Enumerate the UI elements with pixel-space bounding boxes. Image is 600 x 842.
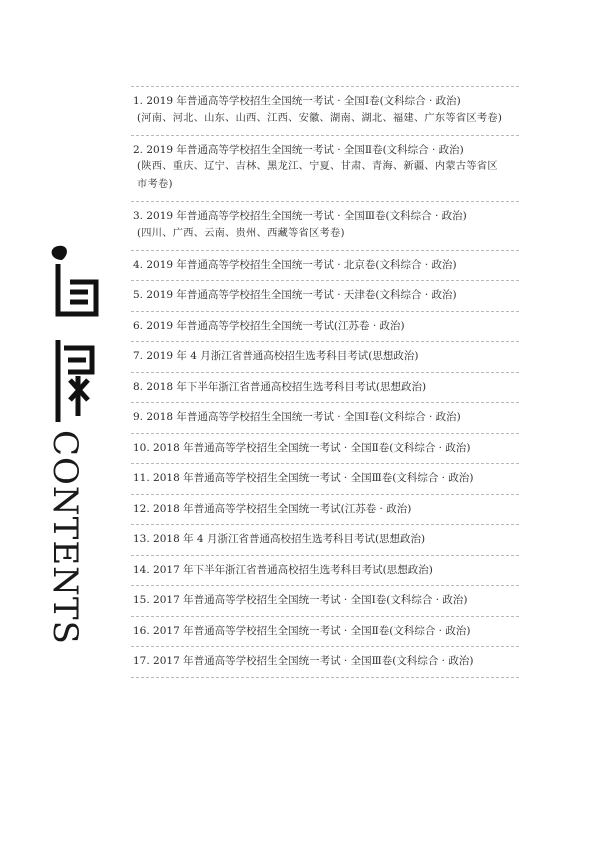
toc-entry-title: 11. 2018 年普通高等学校招生全国统一考试 · 全国Ⅲ卷(文科综合 · 政治): [133, 472, 474, 484]
toc-entry[interactable]: [131, 555, 519, 586]
toc-entry-title: 4. 2019 年普通高等学校招生全国统一考试 · 北京卷(文科综合 · 政治): [133, 258, 457, 271]
mu-character-graphic: [52, 246, 96, 314]
toc-entry[interactable]: [131, 86, 519, 135]
toc-entry[interactable]: [131, 585, 519, 616]
toc-entry[interactable]: [131, 524, 519, 555]
toc-entry[interactable]: [131, 280, 519, 311]
toc-entry[interactable]: [131, 311, 519, 342]
toc-entry[interactable]: [131, 201, 519, 250]
toc-entry[interactable]: [131, 402, 519, 433]
toc-entry-subtitle: (陕西、重庆、辽宁、吉林、黑龙江、宁夏、甘肃、青海、新疆、内蒙古等省区: [137, 161, 498, 172]
contents-english-label: CONTENTS: [45, 430, 85, 645]
toc-entry[interactable]: [131, 341, 519, 372]
toc-entry[interactable]: [131, 433, 519, 464]
toc-entry-title: 17. 2017 年普通高等学校招生全国统一考试 · 全国Ⅲ卷(文科综合 · 政治): [133, 655, 474, 667]
toc-entry-title: 3. 2019 年普通高等学校招生全国统一考试 · 全国Ⅲ卷(文科综合 · 政治): [133, 210, 467, 222]
toc-entry-title: 16. 2017 年普通高等学校招生全国统一考试 · 全国Ⅱ卷(文科综合 · 政治): [133, 624, 471, 637]
table-of-contents: [131, 86, 519, 678]
toc-entry[interactable]: [131, 135, 519, 202]
toc-entry[interactable]: [131, 616, 519, 647]
toc-entry-title: 10. 2018 年普通高等学校招生全国统一考试 · 全国Ⅱ卷(文科综合 · 政治): [133, 441, 471, 454]
toc-entry-subtitle: (四川、广西、云南、贵州、西藏等省区考卷): [137, 227, 345, 239]
toc-entry-subtitle-continued: 市考卷): [137, 179, 173, 190]
toc-entry[interactable]: [131, 372, 519, 403]
toc-entry-title: 5. 2019 年普通高等学校招生全国统一考试 · 天津卷(文科综合 · 政治): [133, 289, 457, 301]
toc-entry[interactable]: [131, 646, 519, 678]
toc-entry-title: 15. 2017 年普通高等学校招生全国统一考试 · 全国Ⅰ卷(文科综合 · 政治): [133, 594, 468, 606]
toc-entry-title: 14. 2017 年下半年浙江省普通高校招生选考科目考试(思想政治): [133, 563, 433, 576]
toc-entry-title: 13. 2018 年 4 月浙江省普通高校招生选考科目考试(思想政治): [133, 533, 426, 545]
toc-entry-title: 6. 2019 年普通高等学校招生全国统一考试(江苏卷 · 政治): [133, 319, 405, 332]
lu-character-graphic: [58, 340, 92, 422]
toc-entry-title: 2. 2019 年普通高等学校招生全国统一考试 · 全国Ⅱ卷(文科综合 · 政治): [133, 143, 464, 156]
toc-entry-title: 8. 2018 年下半年浙江省普通高校招生选考科目考试(思想政治): [133, 380, 427, 393]
toc-entry-title: 12. 2018 年普通高等学校招生全国统一考试(江苏卷 · 政治): [133, 502, 412, 515]
toc-entry[interactable]: [131, 494, 519, 525]
toc-entry[interactable]: [131, 463, 519, 494]
toc-entry-subtitle: (河南、河北、山东、山西、江西、安徽、湖南、湖北、福建、广东等省区考卷): [137, 112, 503, 124]
toc-entry-title: 7. 2019 年 4 月浙江省普通高校招生选考科目考试(思想政治): [133, 350, 419, 362]
toc-entry-title: 9. 2018 年普通高等学校招生全国统一考试 · 全国Ⅰ卷(文科综合 · 政治): [133, 411, 461, 423]
toc-entry[interactable]: [131, 250, 519, 281]
toc-entry-title: 1. 2019 年普通高等学校招生全国统一考试 · 全国Ⅰ卷(文科综合 · 政治): [133, 95, 461, 107]
